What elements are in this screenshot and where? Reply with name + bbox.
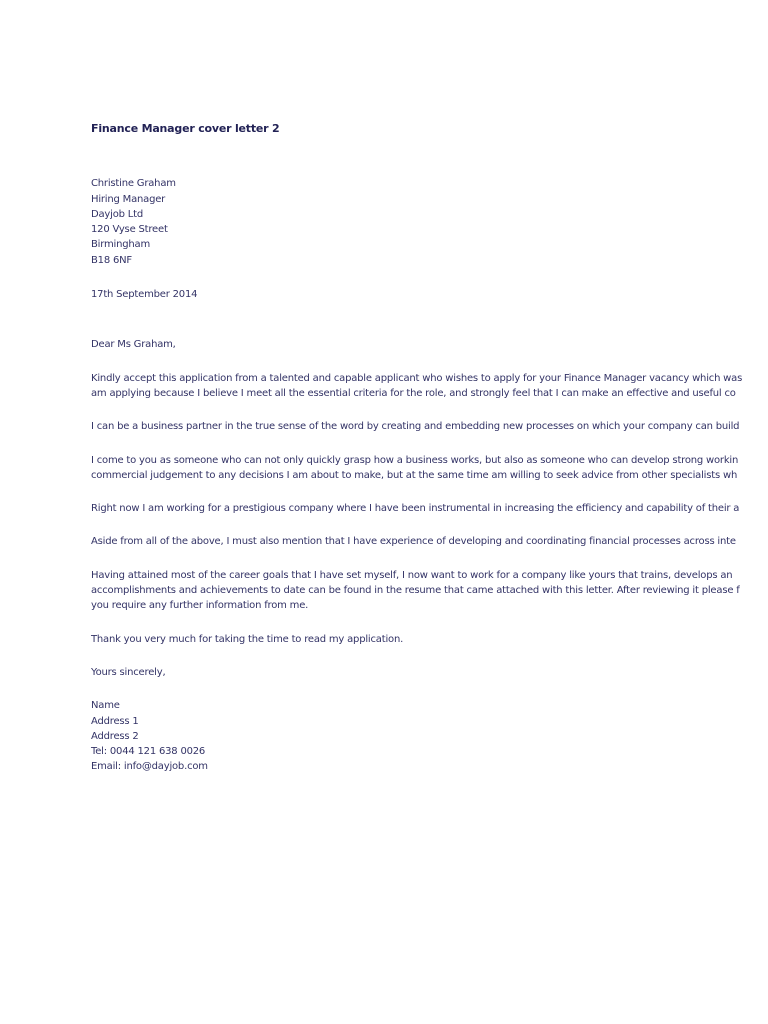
paragraph bbox=[91, 371, 768, 402]
paragraph-line: you require any further information from me. bbox=[91, 600, 309, 612]
paragraph-line: Having attained most of the career goals that I have set myself, I now want to work for a company like yours that trains, develops an bbox=[91, 569, 733, 581]
paragraph-line: am applying because I believe I meet all the essential criteria for the role, and strongly feel that I can make an effective and useful co bbox=[91, 387, 736, 399]
paragraph bbox=[91, 501, 768, 516]
signature-name: Name bbox=[91, 700, 120, 712]
recipient-postcode: B18 6NF bbox=[91, 254, 132, 266]
salutation: Dear Ms Graham, bbox=[91, 339, 176, 351]
letter-title: Finance Manager cover letter 2 bbox=[91, 122, 280, 135]
recipient-company: Dayjob Ltd bbox=[91, 208, 144, 220]
closing-thanks bbox=[91, 632, 768, 647]
paragraph-line: Thank you very much for taking the time to read my application. bbox=[91, 633, 404, 645]
paragraph-line: I can be a business partner in the true sense of the word by creating and embedding new processes on which your company can build bbox=[91, 421, 740, 433]
recipient-address-block bbox=[91, 176, 768, 268]
signature-address-1: Address 1 bbox=[91, 715, 139, 727]
paragraph-line: accomplishments and achievements to date can be found in the resume that came attached with this letter. After reviewing it please f bbox=[91, 585, 740, 597]
letter-content bbox=[91, 121, 768, 775]
signature-block bbox=[91, 698, 768, 774]
recipient-name: Christine Graham bbox=[91, 178, 176, 190]
paragraph-line: Yours sincerely, bbox=[91, 666, 166, 678]
paragraph-line: I come to you as someone who can not only quickly grasp how a business works, but also as someone who can develop strong workin bbox=[91, 454, 739, 466]
letter-date: 17th September 2014 bbox=[91, 289, 198, 301]
recipient-role: Hiring Manager bbox=[91, 193, 166, 205]
signature-address-2: Address 2 bbox=[91, 730, 139, 742]
paragraph-line: Right now I am working for a prestigious company where I have been instrumental in increasing the efficiency and capability of their a bbox=[91, 503, 740, 515]
paragraph bbox=[91, 568, 768, 614]
paragraph bbox=[91, 534, 768, 549]
paragraph bbox=[91, 419, 768, 434]
signature-email: Email: info@dayjob.com bbox=[91, 761, 208, 773]
recipient-street: 120 Vyse Street bbox=[91, 224, 168, 236]
signoff bbox=[91, 665, 768, 680]
signature-telephone: Tel: 0044 121 638 0026 bbox=[91, 746, 206, 758]
paragraph-line: Kindly accept this application from a talented and capable applicant who wishes to apply for your Finance Manager vacancy which was bbox=[91, 372, 743, 384]
recipient-city: Birmingham bbox=[91, 239, 150, 251]
paragraph-line: commercial judgement to any decisions I am about to make, but at the same time am willing to seek advice from other specialists wh bbox=[91, 469, 738, 481]
paragraph-line: Aside from all of the above, I must also mention that I have experience of developing and coordinating financial processes across inte bbox=[91, 536, 736, 548]
paragraph bbox=[91, 453, 768, 484]
